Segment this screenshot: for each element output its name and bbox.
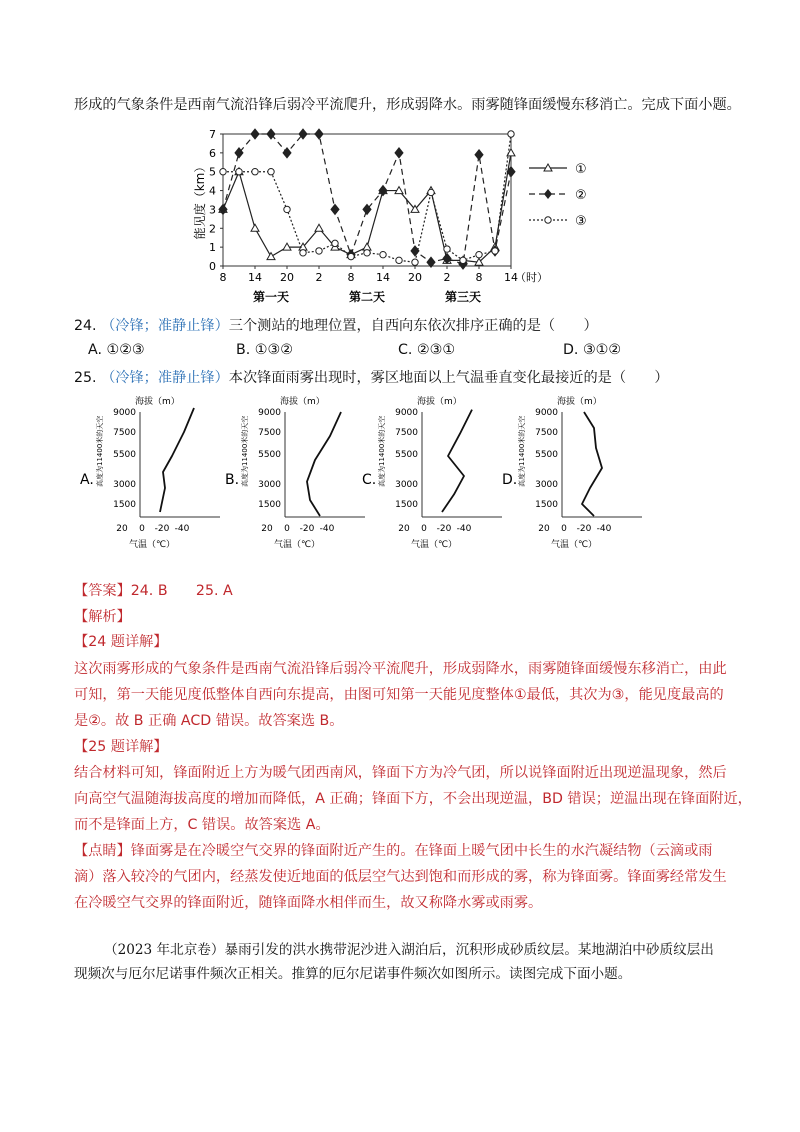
next-stem-line: （2023 年北京卷）暴雨引发的洪水携带泥沙进入湖泊后，沉积形成砂质纹层。某地湖泊中砂质纹层出 [104,942,714,958]
x-tick-label: 14 [504,271,518,284]
profile-x-tick: -40 [319,524,335,534]
profile-option-b [225,395,365,550]
x-tick-label: 2 [315,271,323,284]
question-25-tag: （冷锋；准静止锋） [101,370,229,386]
day-label: 第三天 [444,290,482,304]
profile-x-tick: 20 [116,524,128,534]
profile-x-tick: 0 [421,524,427,534]
temperature-curve [160,408,194,512]
y-tick-label: 0 [209,260,216,273]
q24-option-a[interactable]: A. ①②③ [88,342,145,358]
day-label: 第一天 [252,290,290,304]
profile-y-tick: 1500 [395,500,418,510]
profile-x-tick: -40 [596,524,612,534]
intro-text: 形成的气象条件是西南气流沿锋后弱冷平流爬升，形成弱降水。雨雾随锋面缓慢东移消亡。完成下面小题。 [74,97,741,113]
data-point-circle [284,206,290,212]
data-point-circle [412,259,418,265]
profile-x-tick: 0 [284,524,290,534]
profile-y-label: 海拔（m） [135,397,180,407]
question-24-text: 三个测站的地理位置，自西向东依次排序正确的是（ ） [228,318,598,334]
profile-y-tick: 1500 [535,500,558,510]
temperature-curve [307,412,341,516]
legend-marker [544,189,552,199]
detail-25-line: 而不是锋面上方，C 错误。故答案选 A。 [74,817,330,833]
profile-side-text: 高度为11400米的天空 [518,415,526,487]
data-point-triangle [507,149,515,156]
profile-x-tick: 20 [261,524,273,534]
profile-y-tick: 1500 [113,500,136,510]
profile-y-tick: 3000 [258,480,281,490]
data-point-circle [492,248,498,254]
y-tick-label: 2 [209,222,216,236]
profile-x-label: 气温（℃） [550,540,598,550]
profile-x-tick: -40 [456,524,472,534]
answer-line: 【答案】24. B 25. A [74,583,233,599]
data-point-circle [300,250,306,256]
tip-text: 锋面雾是在冷暖空气交界的锋面附近产生的。在锋面上暖气团中长生的水汽凝结物（云滴或雨 [130,843,713,859]
tip-line: 滴）落入较冷的气团内，经蒸发使近地面的低层空气达到饱和而形成的雾，称为锋面雾。锋面雾经常发生 [74,869,727,885]
question-24-tag: （冷锋；准静止锋） [101,318,229,334]
profile-y-tick: 7500 [395,428,418,438]
profile-y-tick: 7500 [113,428,136,438]
data-point-circle [460,257,466,263]
data-point-circle [364,250,370,256]
data-point-circle [380,251,386,257]
x-tick-label: 20 [280,271,294,284]
profile-y-tick: 3000 [113,480,136,490]
profile-x-tick: -20 [576,524,592,534]
question-25-text: 本次锋面雨雾出现时，雾区地面以上气温垂直变化最接近的是（ ） [228,370,669,386]
option-letter: D. [502,472,518,488]
data-point-diamond [475,150,483,160]
profile-option-c [362,395,502,550]
x-tick-label: 8 [219,271,227,284]
profile-x-tick: 0 [139,524,145,534]
y-tick-label: 4 [209,184,216,198]
data-point-circle [444,246,450,252]
data-point-triangle [315,224,323,231]
data-point-circle [348,253,354,259]
profile-x-tick: -20 [436,524,452,534]
profile-x-tick: -40 [174,524,190,534]
profile-y-tick: 3000 [395,480,418,490]
profile-y-tick: 7500 [535,428,558,438]
profile-y-tick: 5500 [395,450,418,460]
x-tick-label: 2 [443,271,451,284]
profile-x-label: 气温（℃） [128,540,176,550]
detail-25-label: 【25 题详解】 [74,739,168,755]
q24-option-d[interactable]: D. ③①② [563,342,622,358]
data-point-circle [508,131,514,137]
profile-x-label: 气温（℃） [273,540,321,550]
data-point-diamond [411,246,419,256]
x-tick-label: 20 [408,271,422,284]
profile-side-text: 高度为11400米的天空 [378,415,386,487]
profile-x-tick: 0 [561,524,567,534]
detail-25-line: 向高空气温随海拔高度的增加而降低，A 正确；锋面下方，不会出现逆温，BD 错误；逆温出现在锋面附近， [74,791,752,807]
legend-label: ③ [575,214,587,229]
y-axis-label: 能见度（km） [193,160,207,240]
profile-x-tick: 20 [538,524,550,534]
data-point-circle [396,257,402,263]
data-point-triangle [363,243,371,250]
profile-x-label: 气温（℃） [410,540,458,550]
profile-y-tick: 5500 [113,450,136,460]
profile-y-label: 海拔（m） [280,397,325,407]
detail-24-line: 是②。故 B 正确 ACD 错误。故答案选 B。 [74,713,344,729]
profile-y-tick: 9000 [395,408,418,418]
y-tick-label: 6 [209,146,216,160]
data-point-circle [268,169,274,175]
profile-y-tick: 1500 [258,500,281,510]
data-point-circle [236,169,242,175]
detail-24-line: 可知，第一天能见度低整体自西向东提高，由图可知第一天能见度整体①最低，其次为③，能见度最高的 [74,687,724,703]
legend-label: ② [575,188,587,203]
data-point-circle [316,248,322,254]
data-point-diamond [395,148,403,158]
profile-y-label: 海拔（m） [557,397,602,407]
data-point-circle [220,169,226,175]
tip-line: 在冷暖空气交界的锋面附近，随锋面降水相伴而生，故又称降水雾或雨雾。 [74,895,543,911]
legend-label: ① [575,162,587,177]
x-unit-label: （时） [515,271,548,284]
profile-y-tick: 9000 [535,408,558,418]
profile-x-tick: -20 [154,524,170,534]
visibility-line-chart [190,118,587,308]
q24-option-b[interactable]: B. ①③② [236,342,293,358]
data-point-circle [476,251,482,257]
profile-side-text: 高度为11400米的天空 [96,415,104,487]
x-tick-label: 8 [347,271,355,284]
y-tick-label: 7 [209,128,216,141]
data-point-diamond [331,204,339,214]
data-point-circle [252,169,258,175]
temperature-curve [582,412,602,516]
tip-line [74,840,712,860]
profile-x-tick: -20 [299,524,315,534]
profile-y-tick: 5500 [535,450,558,460]
x-tick-label: 14 [248,271,262,284]
x-tick-label: 8 [475,271,483,284]
profile-option-a [80,395,220,550]
y-tick-label: 1 [209,241,216,255]
detail-25-line: 结合材料可知，锋面附近上方为暖气团西南风，锋面下方为冷气团，所以说锋面附近出现逆温现象，然后 [74,765,727,781]
profile-y-tick: 5500 [258,450,281,460]
x-tick-label: 14 [376,271,390,284]
profile-option-d [502,395,642,550]
profile-y-tick: 7500 [258,428,281,438]
profile-y-tick: 9000 [258,408,281,418]
question-25-number: 25. [74,370,97,386]
profile-y-tick: 3000 [535,480,558,490]
data-point-circle [332,240,338,246]
data-point-triangle [267,253,275,260]
profile-y-tick: 9000 [113,408,136,418]
detail-24-line: 这次雨雾形成的气象条件是西南气流沿锋后弱冷平流爬升，形成弱降水，雨雾随锋面缓慢东移消亡，由此 [74,661,727,677]
temperature-curve [442,410,472,512]
legend-marker [545,217,551,223]
tip-label: 【点睛】 [74,843,131,859]
y-tick-label: 5 [209,165,216,179]
profile-y-label: 海拔（m） [417,397,462,407]
profile-side-text: 高度为11400米的天空 [241,415,249,487]
y-tick-label: 3 [209,203,216,217]
q24-option-c[interactable]: C. ②③① [398,342,456,358]
question-24 [74,315,598,335]
question-24-number: 24. [74,318,97,334]
data-point-diamond [283,148,291,158]
day-label: 第二天 [348,290,386,304]
profile-x-tick: 20 [398,524,410,534]
temperature-profile-options [80,392,680,572]
option-letter: B. [225,472,240,488]
analysis-label: 【解析】 [74,609,131,625]
question-25 [74,367,669,387]
next-stem-line: 现频次与厄尔尼诺事件频次正相关。推算的厄尔尼诺事件频次如图所示。读图完成下面小题。 [74,966,632,982]
option-letter: A. [80,472,94,488]
data-point-diamond [251,129,259,139]
data-point-triangle [251,224,259,231]
data-point-diamond [315,129,323,139]
data-point-circle [428,189,434,195]
option-letter: C. [362,472,377,488]
detail-24-label: 【24 题详解】 [74,634,168,650]
